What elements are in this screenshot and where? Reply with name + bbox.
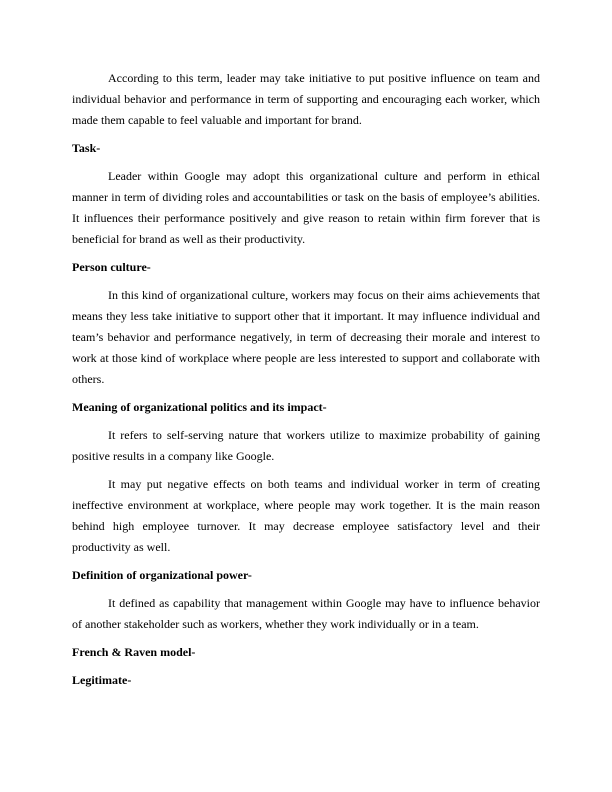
- heading-french-raven-model: French & Raven model-: [72, 645, 196, 659]
- document-page: [72, 68, 540, 698]
- paragraph-politics-definition: It refers to self-serving nature that workers utilize to maximize probability of gaining positive results in a company like Google.: [72, 428, 540, 463]
- paragraph-person-culture: In this kind of organizational culture, workers may focus on their aims achievements that means they less take initiative to support other that it important. It may influence individual and team’s behavior and performance negatively, in term of decreasing their morale and interest to work at those kind of workplace where people are less interested to support and collaborate with others.: [72, 288, 540, 386]
- heading-task: Task-: [72, 141, 101, 155]
- heading-organizational-politics: Meaning of organizational politics and its impact-: [72, 400, 327, 414]
- heading-organizational-power: Definition of organizational power-: [72, 568, 252, 582]
- paragraph-intro: According to this term, leader may take initiative to put positive influence on team and individual behavior and performance in term of supporting and encouraging each worker, which made them capable to feel valuable and important for brand.: [72, 71, 540, 127]
- paragraph-task: Leader within Google may adopt this organizational culture and perform in ethical manner in term of dividing roles and accountabilities or task on the basis of employee’s abilities. It influences their performance positively and give reason to retain within firm forever that is beneficial for brand as well as their productivity.: [72, 169, 540, 246]
- heading-legitimate: Legitimate-: [72, 673, 132, 687]
- heading-person-culture: Person culture-: [72, 260, 151, 274]
- paragraph-power-definition: It defined as capability that management within Google may have to influence behavior of another stakeholder such as workers, whether they work individually or in a team.: [72, 596, 540, 631]
- paragraph-politics-impact: It may put negative effects on both teams and individual worker in term of creating ineffective environment at workplace, where people may work together. It is the main reason behind high employee turnover. It may decrease employee satisfactory level and their productivity as well.: [72, 477, 540, 554]
